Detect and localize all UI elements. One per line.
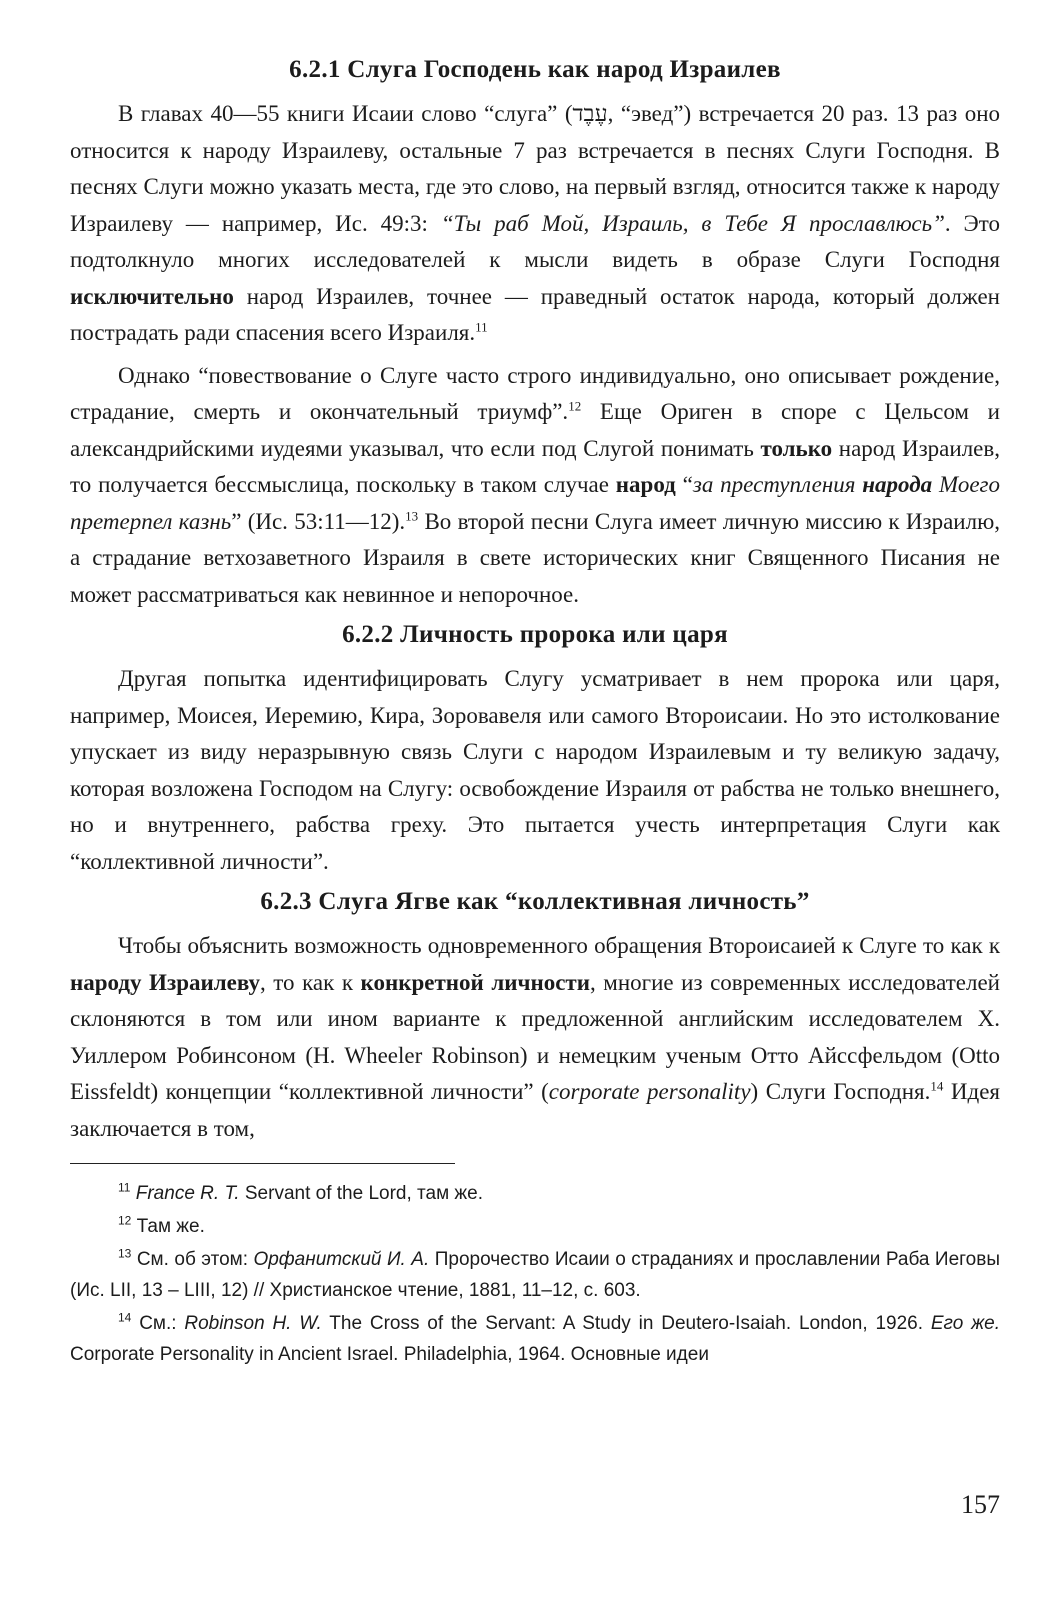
italic-text: за преступления bbox=[692, 472, 863, 497]
bold-text: народа bbox=[862, 472, 933, 497]
text-run: Corporate Personality in Ancient Israel. Philadelphia, 1964. Основные идеи bbox=[70, 1344, 709, 1365]
text-run: , то как к bbox=[259, 969, 361, 995]
paragraph bbox=[70, 661, 1000, 880]
text-run: См.: bbox=[131, 1313, 185, 1334]
text-run: , многие из современных исследователей склоняются в том или ином варианте к предложенной английским исследователем Х. Уиллером Робинсоном (H. Wheeler Robinson) и немецким ученым Отто Айссфельдом (Otto Eissfeldt) концепции “коллективной личности” ( bbox=[70, 969, 1000, 1104]
italic-text: corporate personality bbox=[548, 1079, 751, 1104]
section-6-2-1 bbox=[70, 56, 1000, 613]
footnote bbox=[70, 1211, 1000, 1242]
text-run: Чтобы объяснить возможность одновременного обращения Второисаией к Слуге то как к bbox=[118, 933, 1000, 958]
section-heading: 6.2.1 Слуга Господень как народ Израилев bbox=[289, 56, 781, 83]
text-run: Пророчество Исаии о страданиях и прославлении Раба Иеговы (Ис. LII, 13 – LIII, 12) // Христианское чтение, 1881, 11–12, с. 603. bbox=[70, 1249, 1000, 1301]
bold-text: народу Израилеву bbox=[70, 969, 260, 995]
section-heading: 6.2.2 Личность пророка или царя bbox=[342, 621, 728, 648]
paragraph bbox=[70, 358, 1000, 614]
italic-text: Robinson H. W. bbox=[184, 1313, 322, 1334]
section-6-2-2 bbox=[70, 621, 1000, 880]
text-run: . Это подтолкнуло многих исследователей к мысли видеть в образе Слуги Господня bbox=[70, 210, 1000, 272]
paragraph bbox=[70, 928, 1000, 1147]
italic-text: Его же. bbox=[930, 1313, 1001, 1334]
text-run: ” (Ис. 53:11—12). bbox=[231, 508, 406, 534]
footnote bbox=[70, 1244, 1000, 1306]
text-run: Другая попытка идентифицировать Слугу усматривает в нем пророка или царя, например, Моисея, Иеремию, Кира, Зоровавеля или самого Второисаии. Но это истолкование упускает из виду неразрывную связь Слуги с народом Израилевым и ту великую задачу, которая возложена Господом на Слугу: освобождение Израиля от рабства не только внешнего, но и внутреннего, рабства греху. Это пытается учесть интерпретация Слуги как “коллективной личности”. bbox=[70, 666, 1000, 874]
text-run: Идея заключается в том, bbox=[70, 1079, 1000, 1141]
italic-text: France R. T. bbox=[135, 1183, 240, 1204]
page-content bbox=[70, 56, 1000, 1372]
text-run: “ bbox=[675, 472, 693, 497]
italic-text: Моего претерпел казнь bbox=[70, 472, 1000, 534]
text-run: народ Израилев, то получается бессмыслица, поскольку в таком случае bbox=[70, 435, 1000, 497]
italic-text: Орфанитский И. А. bbox=[253, 1249, 430, 1270]
text-run: The Cross of the Servant: A Study in Deutero-Isaiah. London, 1926. bbox=[321, 1313, 931, 1334]
footnote bbox=[70, 1308, 1000, 1370]
section-heading: 6.2.3 Слуга Ягве как “коллективная личность” bbox=[260, 888, 810, 915]
footnote-ref: 13 bbox=[405, 507, 419, 523]
italic-text: “Ты раб Мой, Израиль, в Тебе Я прославлюсь” bbox=[440, 210, 945, 236]
text-run: народ Израилев, точнее — праведный остаток народа, который должен пострадать ради спасения всего Израиля. bbox=[70, 283, 1000, 345]
footnote-ref: 11 bbox=[118, 1180, 131, 1195]
footnote-ref: 14 bbox=[118, 1310, 132, 1325]
bold-text: конкретной личности bbox=[360, 969, 590, 995]
paragraph bbox=[70, 96, 1000, 352]
footnote-ref: 13 bbox=[118, 1246, 132, 1261]
footnote-ref: 12 bbox=[568, 398, 582, 414]
bold-text: народ bbox=[615, 472, 676, 497]
text-run: В главах 40—55 книги Исаии слово “слуга” (עֶבֶד, “эвед”) встречается 20 раз. 13 раз оно относится к народу Израилеву, остальные 7 раз встречается в песнях Слуги Господня. В песнях Слуги можно указать места, где это слово, на первый взгляд, относится также к народу Израилеву — например, Ис. 49:3: bbox=[70, 101, 1001, 236]
footnote-ref: 12 bbox=[118, 1213, 132, 1228]
text-run: Там же. bbox=[131, 1216, 205, 1237]
footnote-ref: 11 bbox=[475, 319, 488, 335]
text-run: ) Слуги Господня. bbox=[750, 1079, 931, 1104]
bold-text: исключительно bbox=[70, 283, 234, 309]
page-number: 157 bbox=[961, 1490, 1000, 1519]
text-run: Еще Ориген в споре с Цельсом и александрийскими иудеями указывал, что если под Слугой понимать bbox=[70, 399, 1000, 461]
text-run: Во второй песни Слуга имеет личную миссию к Израилю, а страдание ветхозаветного Израиля в свете исторических книг Священного Писания не может рассматриваться как невинное и непорочное. bbox=[70, 508, 1000, 607]
text-run: Однако “повествование о Слуге часто строго индивидуально, оно описывает рождение, страдание, смерть и окончательный триумф”. bbox=[70, 362, 1000, 424]
bold-text: только bbox=[760, 435, 833, 461]
footnote bbox=[70, 1178, 1000, 1209]
footnote-ref: 14 bbox=[930, 1078, 944, 1094]
footnote-separator bbox=[70, 1163, 455, 1164]
footnotes bbox=[70, 1178, 1000, 1370]
text-run: См. об этом: bbox=[131, 1249, 254, 1270]
section-6-2-3 bbox=[70, 888, 1000, 1147]
text-run: Servant of the Lord, там же. bbox=[239, 1183, 483, 1204]
